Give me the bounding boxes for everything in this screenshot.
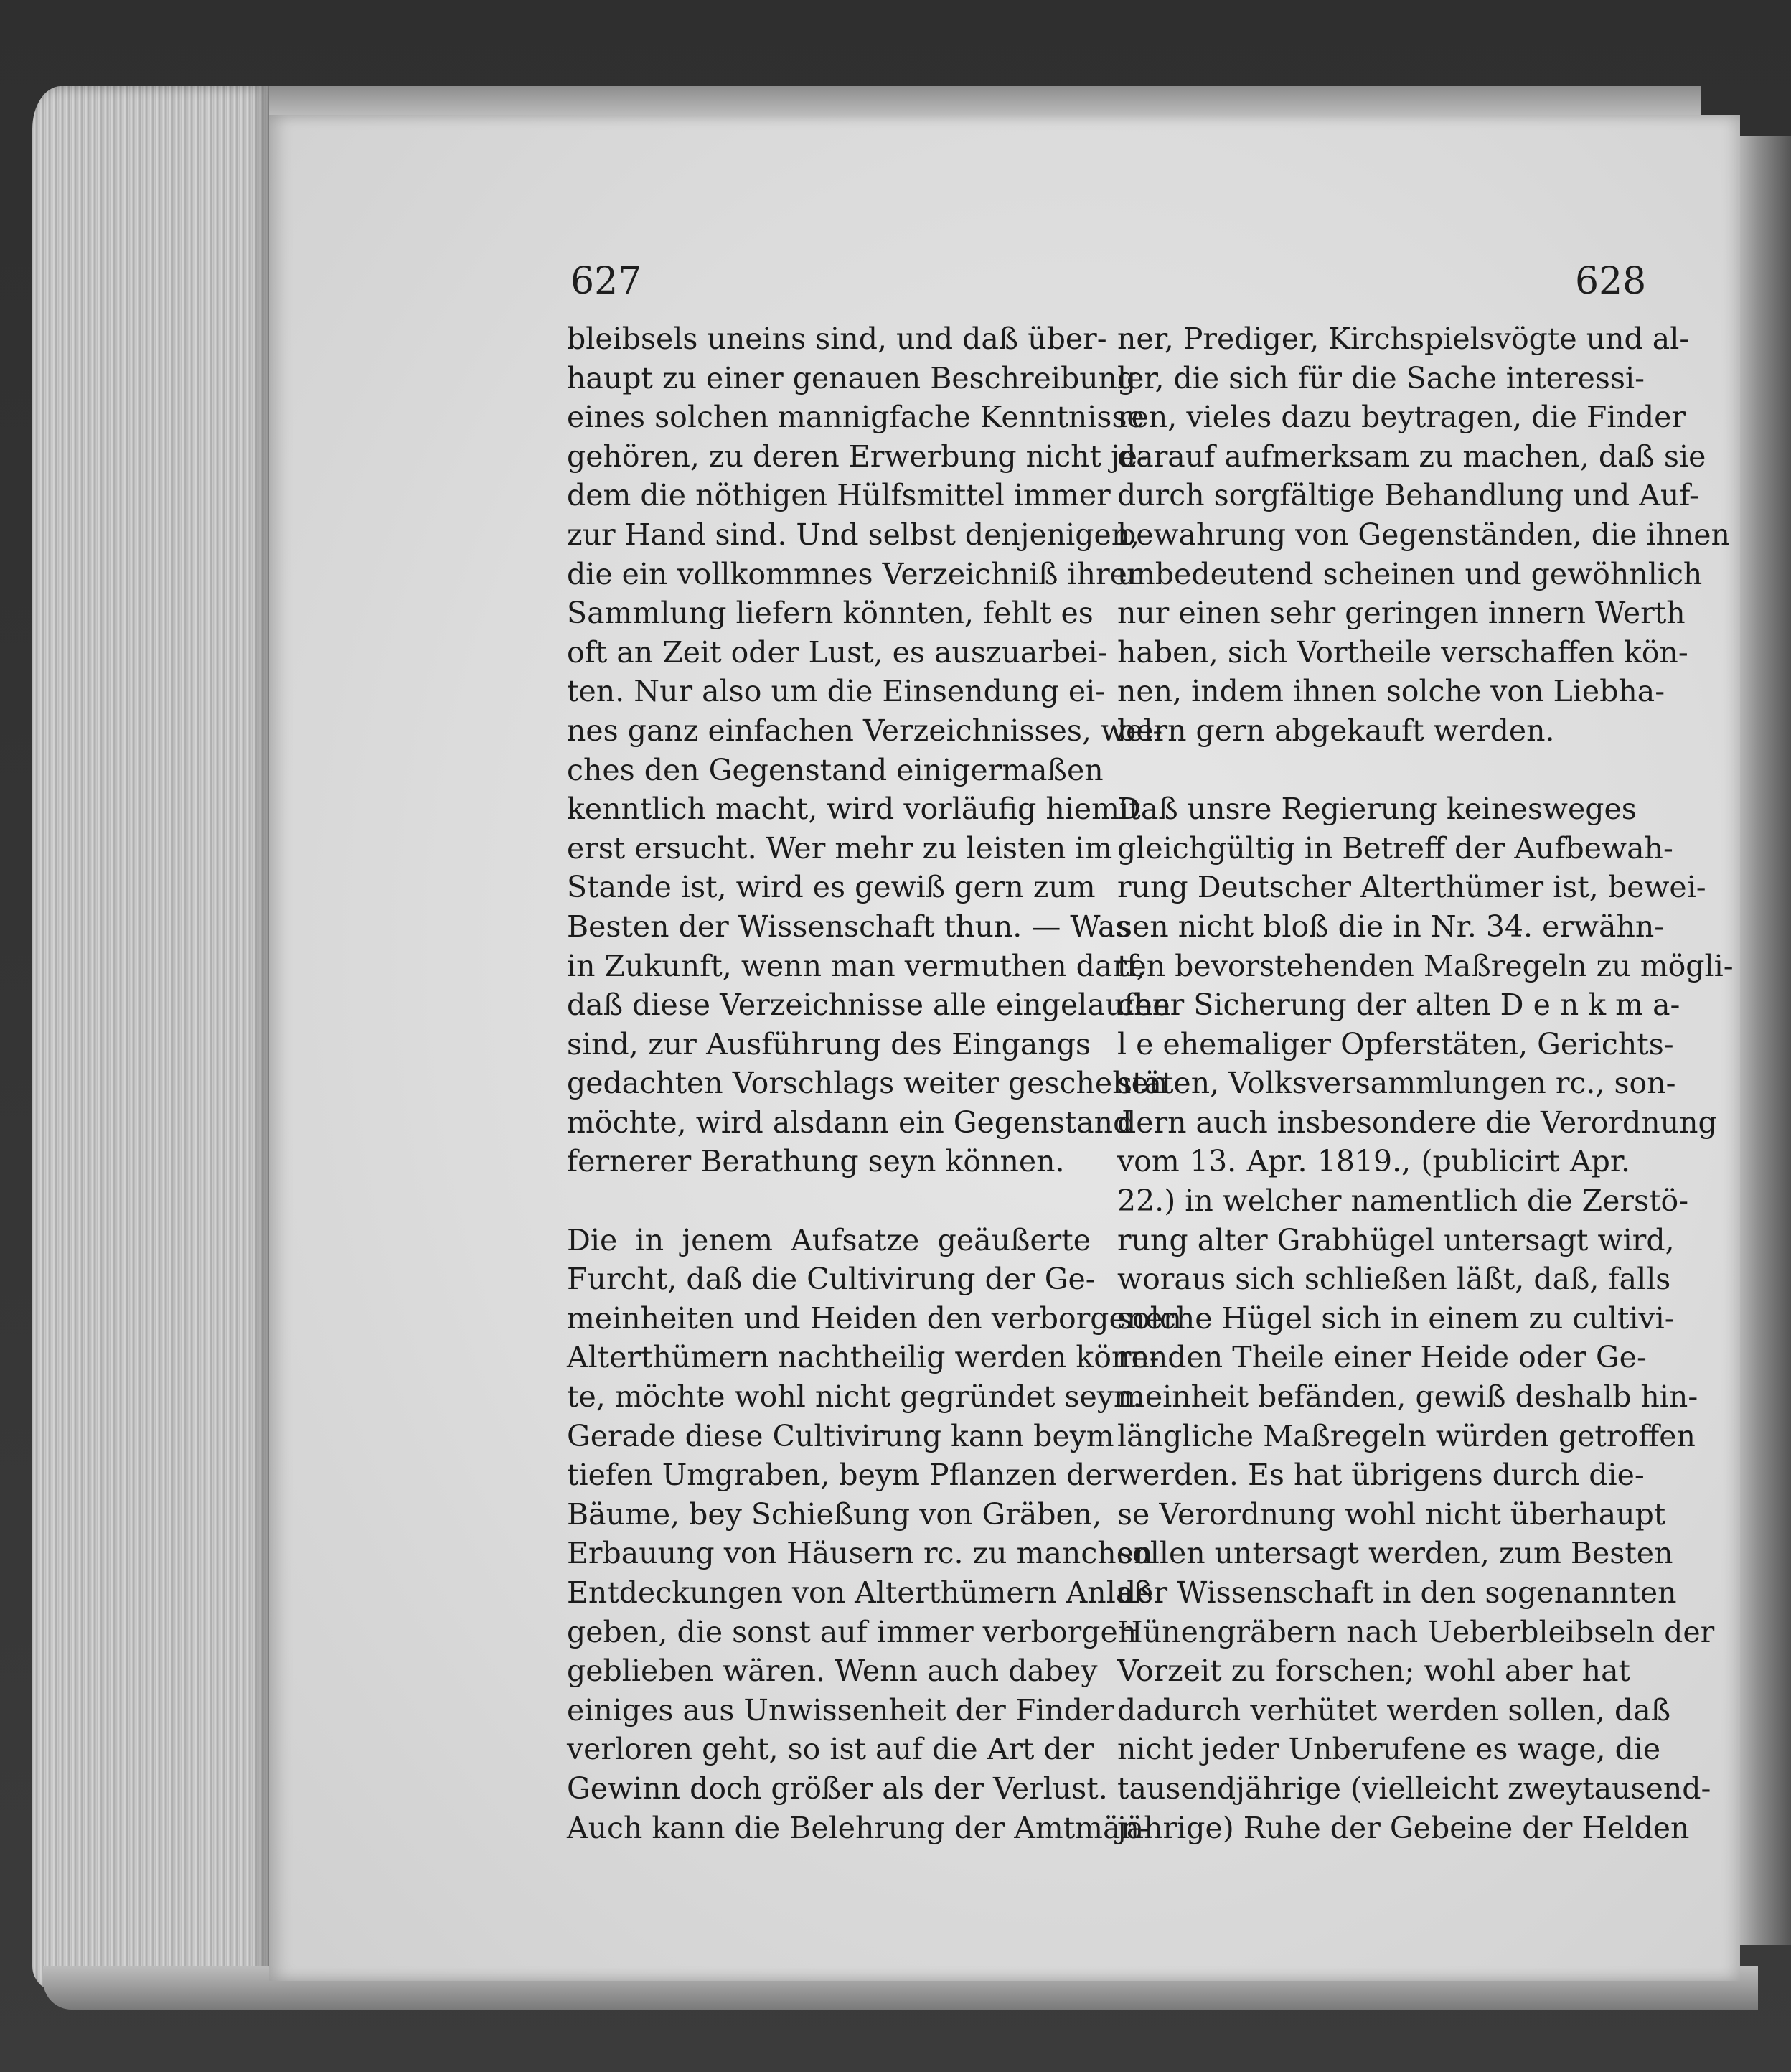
text-line: sen nicht bloß die in Nr. 34. erwähn-: [1117, 909, 1665, 944]
text-line: sind, zur Ausführung des Eingangs: [567, 1026, 1091, 1061]
text-line: Sammlung liefern könnten, fehlt es: [567, 596, 1094, 631]
text-line: zur Hand sind. Und selbst denjenigen,: [567, 517, 1140, 552]
paragraph-gap: [1117, 751, 1630, 790]
text-line: Auch kann die Belehrung der Amtmän-: [567, 1810, 1150, 1845]
text-line: vom 13. Apr. 1819., (publicirt Apr.: [1117, 1144, 1630, 1179]
text-line: nur einen sehr geringen innern Werth: [1117, 596, 1686, 631]
text-line: tausendjährige (vielleicht zweytausend-: [1117, 1771, 1711, 1806]
text-line: bern gern abgekauft werden.: [1117, 713, 1555, 748]
page-number-right: 628: [1575, 260, 1647, 303]
text-line: rung Deutscher Alterthümer ist, bewei-: [1117, 870, 1706, 905]
text-line: verloren geht, so ist auf die Art der: [567, 1732, 1094, 1767]
paragraph-gap: [567, 1181, 1091, 1221]
text-line: renden Theile einer Heide oder Ge-: [1117, 1340, 1647, 1375]
text-line: nen, indem ihnen solche von Liebha-: [1117, 674, 1665, 709]
text-line: längliche Maßregeln würden getroffen: [1117, 1418, 1696, 1453]
text-line: dem die nöthigen Hülfsmittel immer: [567, 478, 1111, 513]
text-line: ten. Nur also um die Einsendung ei-: [567, 674, 1106, 709]
text-line: Gewinn doch größer als der Verlust.: [567, 1771, 1108, 1806]
text-line: darauf aufmerksam zu machen, daß sie: [1117, 439, 1706, 474]
text-line: bleibsels uneins sind, und daß über-: [567, 322, 1107, 356]
text-line: dadurch verhütet werden sollen, daß: [1117, 1692, 1671, 1728]
text-line: stäten, Volksversammlungen rc., son-: [1117, 1066, 1676, 1101]
text-line: 22.) in welcher namentlich die Zerstö-: [1117, 1183, 1689, 1219]
text-line: te, möchte wohl nicht gegründet seyn.: [567, 1379, 1142, 1415]
text-line: nes ganz einfachen Verzeichnisses, wel-: [567, 713, 1163, 748]
text-line: kenntlich macht, wird vorläufig hiemit: [567, 792, 1141, 827]
page-edges-left: [32, 86, 269, 1995]
text-line: nicht jeder Unberufene es wage, die: [1117, 1732, 1661, 1767]
text-line: Gerade diese Cultivirung kann beym: [567, 1418, 1114, 1453]
text-line: haupt zu einer genauen Beschreibung: [567, 360, 1137, 395]
text-line: die ein vollkommnes Verzeichniß ihrer: [567, 556, 1142, 591]
text-line: Alterthümern nachtheilig werden könn-: [567, 1340, 1160, 1375]
text-line: Erbauung von Häusern rc. zu manchen: [567, 1536, 1153, 1571]
text-line: Die in jenem Aufsatze geäußerte: [567, 1222, 1091, 1257]
text-line: haben, sich Vortheile verschaffen kön-: [1117, 634, 1688, 670]
text-line: gedachten Vorschlags weiter geschehen: [567, 1066, 1168, 1101]
text-line: Hünengräbern nach Ueberbleibseln der: [1117, 1614, 1715, 1649]
left-column-text: [567, 319, 1182, 1847]
text-line: Besten der Wissenschaft thun. — Was: [567, 909, 1131, 944]
text-line: Vorzeit zu forschen; wohl aber hat: [1117, 1654, 1630, 1689]
text-line: der Wissenschaft in den sogenannten: [1117, 1575, 1677, 1610]
text-line: ches den Gegenstand einigermaßen: [567, 752, 1104, 787]
text-line: gleichgültig in Betreff der Aufbewah-: [1117, 830, 1673, 866]
text-line: dern auch insbesondere die Verordnung: [1117, 1105, 1717, 1140]
text-line: Daß unsre Regierung keinesweges: [1117, 792, 1637, 827]
text-line: meinheiten und Heiden den verborgenen: [567, 1300, 1182, 1336]
text-line: möchte, wird alsdann ein Gegenstand: [567, 1105, 1132, 1140]
text-line: bewahrung von Gegenständen, die ihnen: [1117, 517, 1730, 552]
page-edge-right: [1736, 136, 1791, 1945]
text-line: ren, vieles dazu beytragen, die Finder: [1117, 400, 1686, 435]
text-line: geben, die sonst auf immer verborgen: [567, 1614, 1137, 1649]
text-line: tiefen Umgraben, beym Pflanzen der: [567, 1458, 1117, 1493]
text-line: oft an Zeit oder Lust, es auszuarbei-: [567, 634, 1108, 670]
text-line: einiges aus Unwissenheit der Finder: [567, 1692, 1114, 1728]
text-line: ten bevorstehenden Maßregeln zu mögli-: [1117, 948, 1734, 983]
text-line: eines solchen mannigfache Kenntnisse: [567, 400, 1144, 435]
text-line: in Zukunft, wenn man vermuthen darf,: [567, 948, 1146, 983]
text-line: jährige) Ruhe der Gebeine der Helden: [1117, 1810, 1690, 1845]
text-line: geblieben wären. Wenn auch dabey: [567, 1654, 1098, 1689]
text-line: l e ehemaliger Opferstäten, Gerichts-: [1117, 1026, 1674, 1061]
text-line: werden. Es hat übrigens durch die-: [1117, 1458, 1645, 1493]
text-line: ler, die sich für die Sache interessi-: [1117, 360, 1645, 395]
text-line: durch sorgfältige Behandlung und Auf-: [1117, 478, 1699, 513]
text-line: Entdeckungen von Alterthümern Anlaß: [567, 1575, 1153, 1610]
text-line: erst ersucht. Wer mehr zu leisten im: [567, 830, 1113, 866]
page-number-left: 627: [570, 260, 642, 303]
text-line: fernerer Berathung seyn können.: [567, 1144, 1065, 1179]
text-line: unbedeutend scheinen und gewöhnlich: [1117, 556, 1703, 591]
text-line: gehören, zu deren Erwerbung nicht je-: [567, 439, 1147, 474]
text-line: woraus sich schließen läßt, daß, falls: [1117, 1262, 1671, 1297]
text-line: meinheit befänden, gewiß deshalb hin-: [1117, 1379, 1698, 1415]
text-line: cher Sicherung der alten D e n k m a-: [1117, 988, 1680, 1023]
text-line: Stande ist, wird es gewiß gern zum: [567, 870, 1096, 905]
text-line: rung alter Grabhügel untersagt wird,: [1117, 1222, 1675, 1257]
text-line: daß diese Verzeichnisse alle eingelaufen: [567, 988, 1172, 1023]
text-line: Furcht, daß die Cultivirung der Ge-: [567, 1262, 1096, 1297]
right-column-text: [1117, 319, 1734, 1847]
text-line: solche Hügel sich in einem zu cultivi-: [1117, 1300, 1675, 1336]
text-line: sollen untersagt werden, zum Besten: [1117, 1536, 1673, 1571]
text-line: Bäume, bey Schießung von Gräben,: [567, 1496, 1102, 1532]
text-line: se Verordnung wohl nicht überhaupt: [1117, 1496, 1666, 1532]
text-line: ner, Prediger, Kirchspielsvögte und al-: [1117, 322, 1690, 356]
